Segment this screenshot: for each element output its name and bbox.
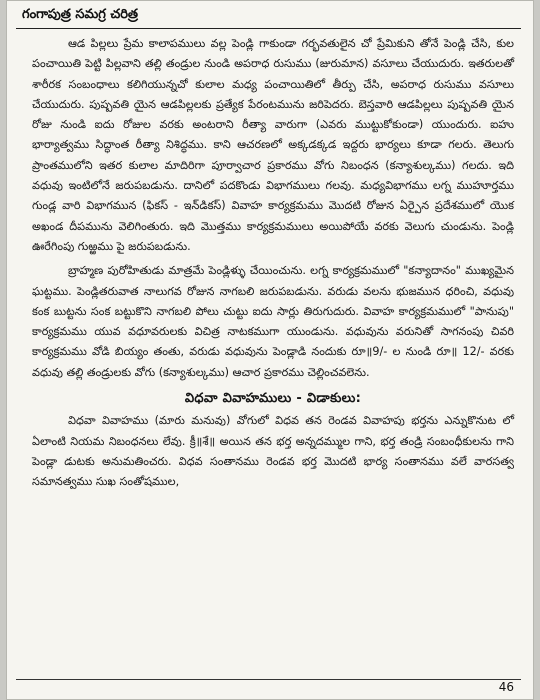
page-body — [32, 34, 514, 493]
book-title: గంగాపుత్ర సమగ్ర చరిత్ర — [22, 7, 139, 22]
running-header — [16, 4, 521, 29]
footer-rule — [16, 679, 521, 680]
page-number: 46 — [498, 680, 514, 694]
section-heading: విధవా వివాహములు - విడాకులు: — [184, 391, 362, 407]
paragraph-widow-remarriage: విధవా వివాహము (మారు మనువు) వోగులో విధవ తన రెండవ వివాహపు భర్తను ఎన్నుకొనుట లో ఏలాంటి నియమ నిబంధనలు లేవు. క్రీ॥శే॥ అయిన తన భర్త అన్నదమ్ముల గాని, భర్త తండ్రి సంబంధీకులను గాని పెండ్లా డుటకు అనుమతించరు. విధవ సంతానము రెండవ భర్త మొదటి భార్య సంతానము వలే వారసత్వ సమానత్వము సుఖ సంతోషముల, — [32, 414, 514, 489]
paragraph-wedding-rites: బ్రాహ్మణ పురోహితుడు మాత్రమే పెండ్లిళ్ళు చేయించును. లగ్న కార్యక్రమములో "కన్యాదానం" ముఖ్యమైన ఘట్టము. పెండ్లితరువాత నాలుగవ రోజున నాగబలి జరుపబడును. వరుడు వలను భుజమున ధరించి, వధువు కంక బుట్టను సంక బట్టుకొని నాగబలి పోలు చుట్టు ఐదు సార్లు తిరుగుదురు. వివాహ కార్యక్రమములో "పానుపు" కార్యక్రమము యువ వధూవరులకు విచిత్ర నాటకముగా యుండును. వధువును వరునితో సాగనంపు చివరి కార్యక్రమము వోడి బియ్యం తంతు, వరుడు వధువును పెండ్లాడి నందుకు రూ॥9/- ల నుండి రూ॥ 12/- వరకు వధువు తల్లి తండ్రులకు వోగు (కన్యాశుల్కము) ఆచార ప్రకారము చెల్లించవలెను. — [32, 264, 514, 379]
document-page — [6, 0, 534, 700]
paragraph-customs: ఆడ పిల్లలు ప్రేమ కాలాపములు వల్ల పెండ్లి గాకుండా గర్భవతులైన చో ప్రేమికుని తోనే పెండ్లి చేసి, కుల పంచాయితి పెట్టి పిల్లవాని తల్లి తండ్రుల నుండి అపరాధ రుసుము (జురుమాన) వసూలు చేయుదురు. ఇతరులతో శారీరక సంబంధాలు కలిగియున్నచో కులాల మధ్య పంచాయితిలో తీర్పు చేసి, అపరాధ రుసుము వసూలు చేయుదురు. పుష్పవతి యైన ఆడపిల్లలకు ప్రత్యేక పేరంటమును జరిపెదరు. బెస్తవారి ఆడపిల్లలు పుష్పవతి యైన రోజు నుండి ఐదు రోజుల వరకు అంటరాని రీత్యా వారుగా (ఎవరు ముట్టుకోకుండా) యుందురు. ఐహు భార్యాత్వము సిద్ధాంత రీత్యా నిశిద్ధము. కాని ఆచరణలో అక్కడక్కడ ఇద్దరు భార్యలు కూడా గలరు. తెలుగు ప్రాంతములోని ఇతర కులాల మాదిరిగా పూర్వాచార ప్రకారము వోగు నిబంధన (కన్యాశుల్కము) గలదు. ఇది వధువు ఇంటిలోనే జరుపబడును. దానిలో పదకొండు విభాగములు గలవు. మధ్యవిభాగము లగ్న ముహూర్తము గుండ్ల వారి విభాగమున (ఫికస్ - ఇన్‌డికస్) వివాహ కార్యక్రమము మొదటి రోజున ఏర్పైన ప్రదేశములో యొక అఖండ దీపమును వెలిగింతురు. ఇది మొత్తము కార్యక్రమములు అయిపోయే వరకు వెలుగు చుండును. పెండ్లి ఊరేగింపు గుఱ్ఱము పై జరుపబడును. — [32, 37, 514, 253]
